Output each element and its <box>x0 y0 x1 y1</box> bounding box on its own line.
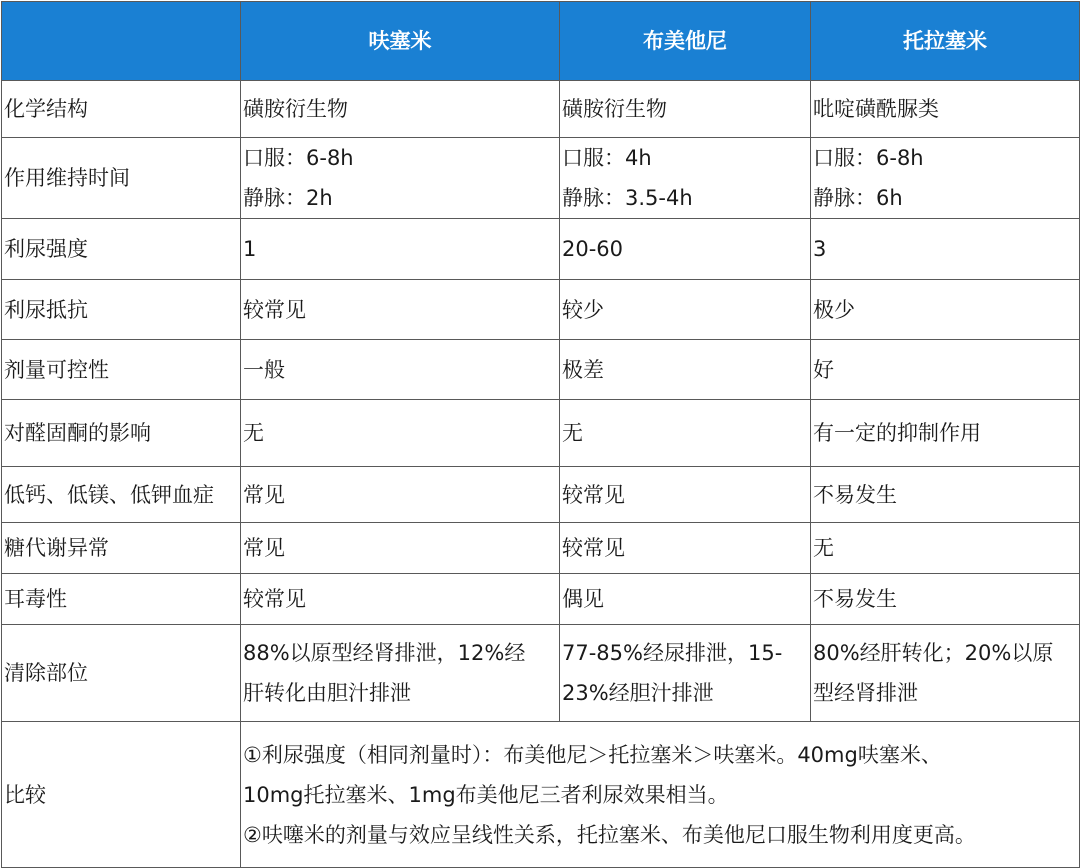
diuretic-comparison-table <box>1 1 1080 868</box>
oral-duration: 口服：6-8h <box>243 146 354 170</box>
cell-furosemide: 一般 <box>241 340 560 400</box>
cell-torasemide: 有一定的抑制作用 <box>811 400 1080 467</box>
cell-bumetanide: 磺胺衍生物 <box>560 81 811 138</box>
cell-bumetanide: 较少 <box>560 280 811 340</box>
clearance-line: 80%经肝转化；20%以原 <box>813 641 1054 665</box>
cell-furosemide: 较常见 <box>241 280 560 340</box>
header-bumetanide: 布美他尼 <box>560 2 811 81</box>
table-row-comparison <box>2 722 1080 868</box>
comparison-line: ②呋噻米的剂量与效应呈线性关系，托拉塞米、布美他尼口服生物利用度更高。 <box>243 822 976 847</box>
cell-torasemide: 3 <box>811 219 1080 280</box>
oral-duration: 口服：4h <box>562 146 652 170</box>
cell-bumetanide <box>560 625 811 722</box>
cell-furosemide <box>241 625 560 722</box>
clearance-line: 77-85%经尿排泄，15- <box>562 641 783 665</box>
header-row <box>2 2 1080 81</box>
header-torasemide: 托拉塞米 <box>811 2 1080 81</box>
cell-torasemide: 极少 <box>811 280 1080 340</box>
row-label: 作用维持时间 <box>2 138 241 219</box>
row-label: 耳毒性 <box>2 574 241 625</box>
cell-furosemide <box>241 138 560 219</box>
cell-furosemide: 较常见 <box>241 574 560 625</box>
row-label: 剂量可控性 <box>2 340 241 400</box>
cell-furosemide: 常见 <box>241 523 560 574</box>
cell-bumetanide <box>560 138 811 219</box>
clearance-line: 88%以原型经肾排泄，12%经 <box>243 641 526 665</box>
comparison-line: 10mg托拉塞米、1mg布美他尼三者利尿效果相当。 <box>243 782 729 807</box>
table-row-glucose-metabolism <box>2 523 1080 574</box>
row-label: 利尿强度 <box>2 219 241 280</box>
row-label: 低钙、低镁、低钾血症 <box>2 467 241 523</box>
cell-furosemide: 常见 <box>241 467 560 523</box>
clearance-line: 23%经胆汁排泄 <box>562 681 714 705</box>
cell-bumetanide: 20-60 <box>560 219 811 280</box>
iv-duration: 静脉：6h <box>813 186 903 210</box>
cell-furosemide: 磺胺衍生物 <box>241 81 560 138</box>
table-row-clearance-site <box>2 625 1080 722</box>
table-row-electrolytes <box>2 467 1080 523</box>
cell-torasemide <box>811 138 1080 219</box>
table-row-dose-controllability <box>2 340 1080 400</box>
table-row-diuretic-resistance <box>2 280 1080 340</box>
oral-duration: 口服：6-8h <box>813 146 924 170</box>
table-row-chemical-structure <box>2 81 1080 138</box>
cell-bumetanide: 极差 <box>560 340 811 400</box>
table-row-diuretic-potency <box>2 219 1080 280</box>
cell-bumetanide: 无 <box>560 400 811 467</box>
iv-duration: 静脉：2h <box>243 186 333 210</box>
comparison-notes <box>241 722 1080 868</box>
cell-furosemide: 无 <box>241 400 560 467</box>
cell-torasemide <box>811 625 1080 722</box>
cell-bumetanide: 较常见 <box>560 467 811 523</box>
row-label: 清除部位 <box>2 625 241 722</box>
cell-furosemide: 1 <box>241 219 560 280</box>
row-label: 比较 <box>2 722 241 868</box>
cell-torasemide: 无 <box>811 523 1080 574</box>
cell-bumetanide: 偶见 <box>560 574 811 625</box>
cell-bumetanide: 较常见 <box>560 523 811 574</box>
row-label: 对醛固酮的影响 <box>2 400 241 467</box>
clearance-line: 肝转化由胆汁排泄 <box>243 681 411 705</box>
row-label: 利尿抵抗 <box>2 280 241 340</box>
table-row-duration <box>2 138 1080 219</box>
row-label: 化学结构 <box>2 81 241 138</box>
table-row-aldosterone-effect <box>2 400 1080 467</box>
cell-torasemide: 不易发生 <box>811 467 1080 523</box>
cell-torasemide: 吡啶磺酰脲类 <box>811 81 1080 138</box>
cell-torasemide: 好 <box>811 340 1080 400</box>
header-corner <box>2 2 241 81</box>
clearance-line: 型经肾排泄 <box>813 681 918 705</box>
table-row-ototoxicity <box>2 574 1080 625</box>
comparison-line: ①利尿强度（相同剂量时）：布美他尼＞托拉塞米＞呋塞米。40mg呋塞米、 <box>243 742 942 767</box>
header-furosemide: 呋塞米 <box>241 2 560 81</box>
iv-duration: 静脉：3.5-4h <box>562 186 693 210</box>
row-label: 糖代谢异常 <box>2 523 241 574</box>
cell-torasemide: 不易发生 <box>811 574 1080 625</box>
